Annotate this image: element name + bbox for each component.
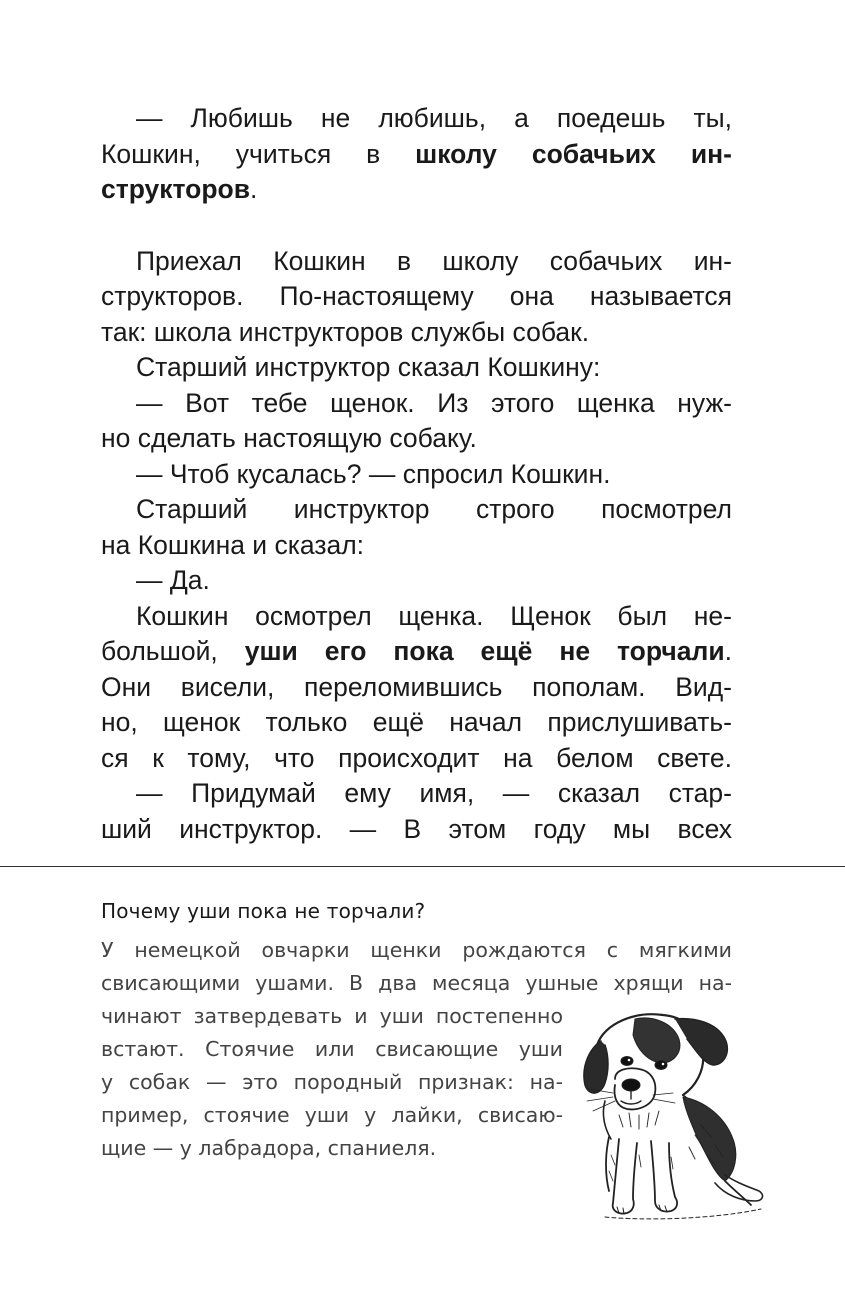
- bold-phrase: школу собачьих ин-: [415, 138, 732, 169]
- paragraph-gap: [101, 208, 732, 244]
- text-line: ший инструктор. — В этом году мы всех: [101, 813, 732, 844]
- text-line: большой, уши его пока ещё не торчали.: [101, 636, 732, 666]
- text-line: Кошкин осмотрел щенка. Щенок был не-: [136, 600, 732, 631]
- text-line: Старший инструктор строго посмотрел: [136, 494, 732, 524]
- bold-phrase: уши его пока ещё не торчали: [244, 636, 725, 666]
- sidebar-line: щие — у лабрадора, спаниеля.: [101, 1136, 437, 1160]
- sidebar-title: Почему уши пока не торчали?: [101, 899, 426, 923]
- text-line: структоров. По-настоящему она называется: [101, 281, 732, 311]
- text-line: Они висели, переломившись пополам. Вид-: [101, 671, 732, 702]
- sidebar-line: У немецкой овчарки щенки рождаются с мягкими: [101, 938, 732, 962]
- section-divider: [0, 866, 845, 867]
- text-line: — Вот тебе щенок. Из этого щенка нуж-: [136, 387, 732, 418]
- text-line: — Да.: [136, 565, 210, 595]
- text-line: структоров.: [101, 174, 258, 204]
- sidebar-line: чинают затвердевать и уши постепенно: [101, 1004, 563, 1028]
- text-line: Кошкин, учиться в школу собачьих ин-: [101, 138, 732, 169]
- bold-phrase: структоров: [101, 174, 251, 204]
- puppy-illustration-icon: [575, 1005, 770, 1223]
- text-line: — Любишь не любишь, а поедешь ты,: [136, 103, 732, 133]
- text-line: на Кошкина и сказал:: [101, 529, 365, 560]
- text-line: но сделать настоящую собаку.: [101, 423, 477, 453]
- sidebar-line: свисающими ушами. В два месяца ушные хрящи на-: [101, 971, 732, 995]
- text-line: но, щенок только ещё начал прислушивать-: [101, 707, 732, 737]
- sidebar-line: встают. Стоячие или свисающие уши: [101, 1037, 563, 1061]
- text-line: Приехал Кошкин в школу собачьих ин-: [136, 245, 732, 276]
- text-line: Старший инструктор сказал Кошкину:: [136, 352, 601, 382]
- text-line: ся к тому, что происходит на белом свете.: [101, 742, 732, 773]
- text-line: так: школа инструкторов службы собак.: [101, 316, 590, 347]
- text-line: — Придумай ему имя, — сказал стар-: [136, 778, 732, 808]
- sidebar-line: пример, стоячие уши у лайки, свисаю-: [101, 1103, 563, 1127]
- text-line: — Чтоб кусалась? — спросил Кошкин.: [136, 458, 611, 489]
- sidebar-line: у собак — это породный признак: на-: [101, 1070, 563, 1094]
- main-text: [101, 101, 732, 847]
